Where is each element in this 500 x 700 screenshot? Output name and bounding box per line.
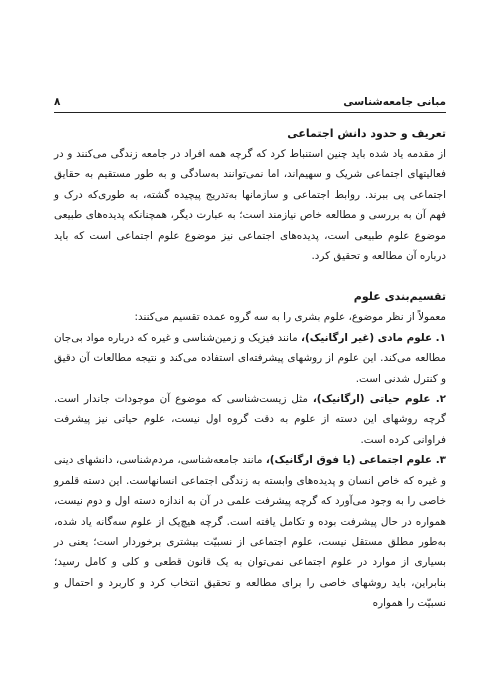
running-header	[54, 94, 446, 110]
list-item-social-sciences	[54, 450, 446, 613]
section-heading-definition: تعریف و حدود دانش اجتماعی	[287, 127, 446, 140]
paragraph-classification-intro: معمولاً از نظر موضوع، علوم بشری را به سه گروه عمده تقسیم می‌کنند:	[134, 311, 446, 324]
list-item-text: مانند فیزیک و زمین‌شناسی و غیره که درباره مواد بی‌جان مطالعه می‌کند. این علوم از روشهای پیشرفته‌ای استفاده می‌کند و نتیجه مطالعات آن دقیق و کنترل شدنی است.	[54, 331, 446, 385]
list-item-label: ۱. علوم مادی (غیر ارگانیک)،	[301, 331, 446, 344]
section-heading-classification: تقسیم‌بندی علوم	[353, 290, 446, 304]
page-body	[54, 124, 446, 614]
section-gap	[54, 266, 446, 287]
list-item-label: ۲. علوم حیاتی (ارگانیک)،	[312, 393, 447, 406]
list-item-material-sciences	[54, 328, 446, 389]
paragraph-definition: از مقدمه یاد شده باید چنین استنباط کرد که گرچه همه افراد در جامعه زندگی می‌کنند و در فعالیتهای اجتماعی شریک و سهیم‌اند، اما نمی‌توانند به‌سادگی و به طور مستقیم به حقایق اجتماعی پی ببرند. روابط اجتماعی و سازمانها به‌تدریج پیچیده گشته، به طوری‌که درک و فهم آن به بررسی و مطالعه خاص نیازمند است؛ به عبارت دیگر، همچنانکه پدیده‌های طبیعی موضوع علوم طبیعی است، پدیده‌های اجتماعی نیز موضوع علوم اجتماعی است که باید درباره آن مطالعه و تحقیق کرد.	[54, 148, 446, 263]
list-item-text: مثل زیست‌شناسی که موضوع آن موجودات جاندار است. گرچه روشهای این دسته از علوم به دقت گروه اول نیست، علوم حیاتی نیز پیشرفت فراوانی کرده است.	[54, 393, 446, 446]
list-item-life-sciences	[54, 389, 446, 450]
header-rule	[54, 112, 446, 113]
page-number: ۸	[54, 96, 61, 108]
running-title: مبانی جامعه‌شناسی	[343, 96, 446, 108]
list-item-text: مانند جامعه‌شناسی، مردم‌شناسی، دانشهای دینی و غیره که خاص انسان و پدیده‌های وابسته به زندگی اجتماعی انسانهاست. این دسته قلمرو خاصی را به وجود می‌آورد که گرچه پیشرفت علمی در آن به اندازه دسته اول و دوم نیست، همواره در حال پیشرفت بوده و تکامل یافته است. گرچه هیچ‌یک از علوم سه‌گانه یاد شده، به‌طور مطلق مستقل نیست، علوم اجتماعی از نسبیّت بیشتری برخوردار است؛ یعنی در بسیاری از موارد در علوم اجتماعی نمی‌توان به یک قانون قطعی و کلی و کامل رسید؛ بنابراین، باید روشهای خاصی را برای مطالعه و تحقیق انتخاب کرد و کاربرد و احتمال و نسبیّت را همواره	[54, 454, 446, 610]
list-item-label: ۳. علوم اجتماعی (یا فوق ارگانیک)،	[265, 454, 447, 467]
